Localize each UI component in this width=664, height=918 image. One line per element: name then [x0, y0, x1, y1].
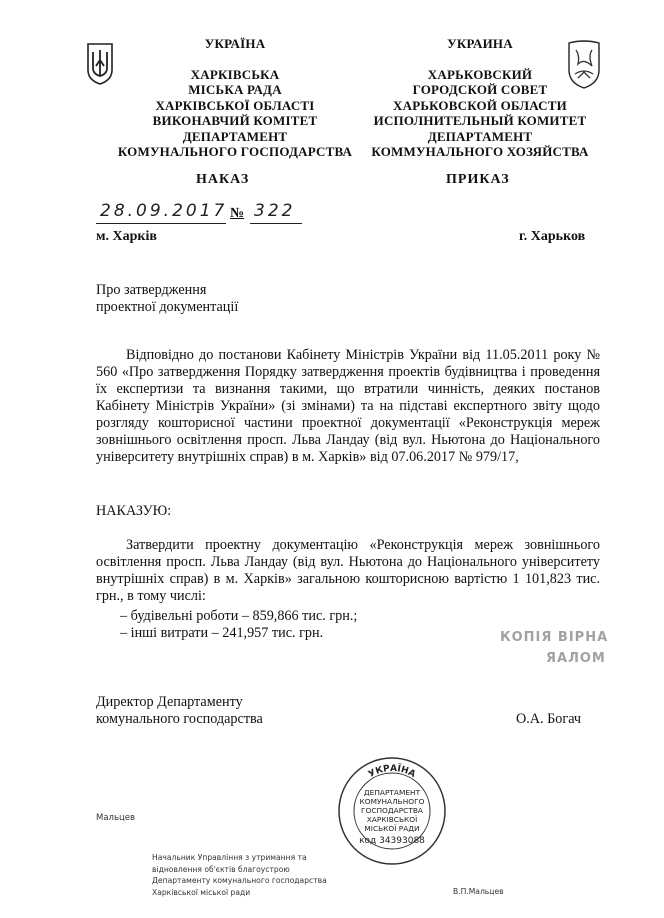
doc-type-left: НАКАЗ [196, 172, 250, 187]
header-left-line: ХАРКІВСЬКА [190, 66, 280, 82]
footer-line: відновлення об'єктів благоустрою [152, 864, 290, 874]
footer-line: Департаменту комунального господарства [152, 876, 327, 885]
cost-item: – інші витрати – 241,957 тис. грн. [120, 625, 324, 641]
faded-copy-stamp [500, 630, 608, 666]
city-left: м. Харків [96, 229, 157, 244]
subject-line: проектної документації [96, 299, 239, 315]
decision-paragraph: Затвердити проектну документацію «Реконструкція мереж зовнішнього освітлення просп. Льва Ландау (від вул. Ньютона до Національного університету внутрішніх справ) в м. Харків» загальною кошторисною вартістю 1 101,823 тис. грн., в тому числі: [96, 537, 600, 604]
header-right [360, 36, 600, 160]
header-left-line: МІСЬКА РАДА [188, 82, 282, 97]
seal-line: ДЕПАРТАМЕНТ [363, 788, 421, 797]
header-left-country: УКРАЇНА [204, 36, 266, 51]
preamble-paragraph: Відповідно до постанови Кабінету Міністрів України від 11.05.2011 року № 560 «Про затвердження Порядку затвердження проектів будівництва і проведення їх експертизи та визнання такими, що втратили чинність, деяких постанов Кабінету Міністрів України» (зі змінами) та на підставі експертного звіту щодо розгляду кошторисної частини проектної документації «Реконструкція мереж зовнішнього освітлення просп. Льва Ландау (від вул. Ньютона до Національного університету внутрішніх справ) в м. Харків» від 07.06.2017 № 979/17, [96, 347, 600, 465]
order-number: 322 [254, 201, 296, 221]
header-right-line: ДЕПАРТАМЕНТ [427, 128, 533, 144]
cost-item: – будівельні роботи – 859,866 тис. грн.; [120, 608, 358, 624]
signature-position-line: Директор Департаменту [96, 694, 243, 710]
city-right: г. Харьков [519, 229, 586, 244]
seal-code: код 34393088 [359, 836, 425, 846]
order-subject [96, 282, 238, 316]
header-right-line: ХАРЬКОВСКОЙ ОБЛАСТИ [393, 97, 567, 113]
seal-line: МІСЬКОЇ РАДИ [364, 824, 420, 833]
order-date: 28.09.2017 [100, 201, 228, 221]
seal-line: КОМУНАЛЬНОГО [359, 797, 425, 806]
order-number-field [250, 202, 302, 224]
header-left [90, 36, 380, 160]
header-left-line: ХАРКІВСЬКОЇ ОБЛАСТІ [155, 97, 315, 113]
header-left-line: ВИКОНАВЧИЙ КОМІТЕТ [152, 113, 318, 128]
signatory-name: О.А. Богач [516, 711, 582, 727]
seal-line: ХАРКІВСЬКОЇ [366, 815, 418, 824]
footer-line: Начальник Управління з утримання та [152, 853, 307, 862]
faded-stamp-line: ЯАЛОМ [546, 651, 606, 666]
footer-signer: В.П.Мальцев [453, 887, 504, 896]
header-left-line: ДЕПАРТАМЕНТ [182, 128, 288, 144]
order-date-field [96, 202, 226, 224]
subject-line: Про затвердження [96, 282, 207, 298]
cost-item-text: будівельні роботи – 859,866 тис. грн.; [130, 608, 358, 624]
header-right-country: УКРАИНА [447, 36, 513, 51]
header-left-line: КОМУНАЛЬНОГО ГОСПОДАРСТВА [117, 144, 353, 159]
order-word: НАКАЗУЮ: [96, 503, 172, 519]
signature-position [96, 694, 263, 728]
footer-note [152, 852, 327, 898]
faded-stamp-line: КОПІЯ ВІРНА [500, 630, 609, 645]
header-right-line: КОММУНАЛЬНОГО ХОЗЯЙСТВА [371, 144, 589, 159]
signature-position-line: комунального господарства [96, 711, 263, 727]
header-right-line: ИСПОЛНИТЕЛЬНЫЙ КОМИТЕТ [373, 113, 587, 128]
order-number-sign: № [230, 206, 245, 221]
doc-type-right: ПРИКАЗ [446, 172, 510, 187]
seal-top-text: УКРАЇНА [367, 763, 417, 780]
executor-name: Мальцев [96, 813, 136, 823]
header-right-line: ХАРЬКОВСКИЙ [427, 66, 533, 82]
official-seal-icon [336, 755, 448, 867]
cost-item-text: інші витрати – 241,957 тис. грн. [130, 625, 324, 641]
seal-line: ГОСПОДАРСТВА [361, 806, 423, 815]
footer-line: Харківської міської ради [152, 887, 251, 897]
header-right-line: ГОРОДСКОЙ СОВЕТ [412, 82, 548, 97]
